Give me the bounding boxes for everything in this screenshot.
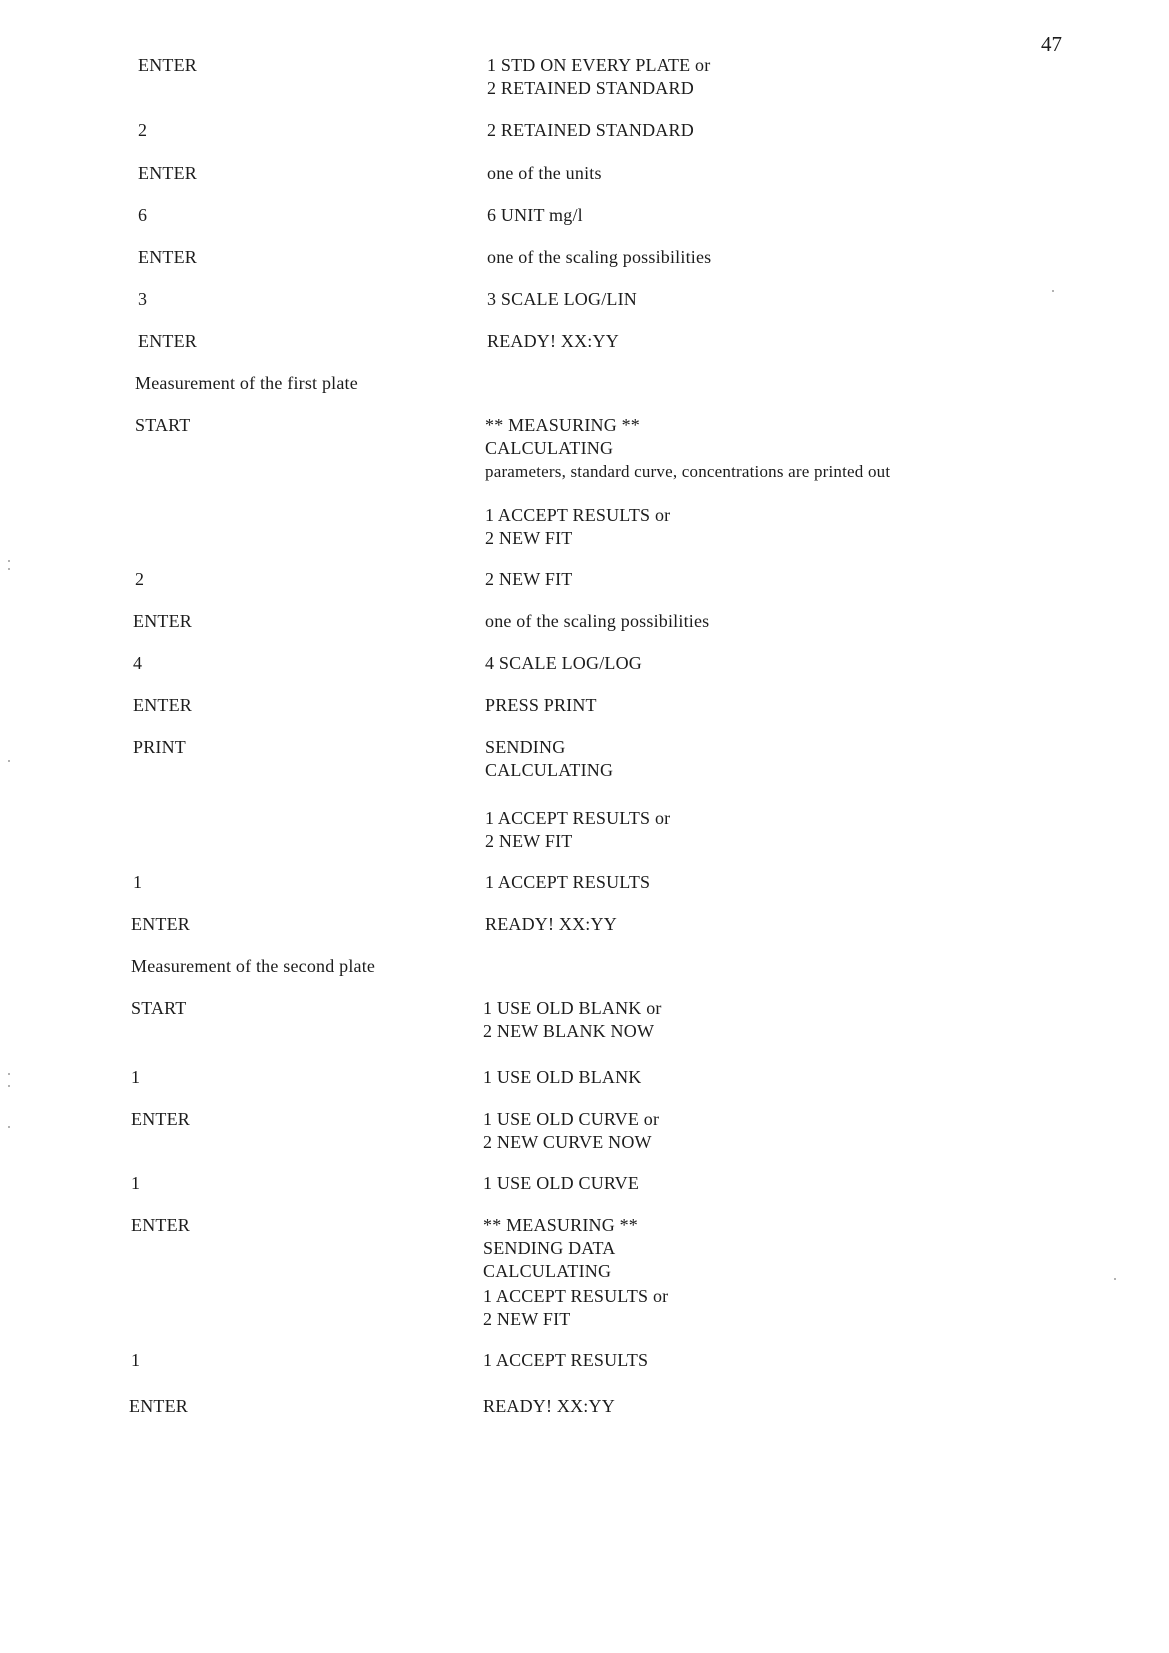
scan-speck <box>1114 1278 1116 1280</box>
key-label: 4 <box>133 653 143 673</box>
display-message: 1 ACCEPT RESULTS <box>485 872 651 892</box>
display-message: READY! XX:YY <box>487 331 619 351</box>
display-message: 2 NEW FIT <box>485 569 573 589</box>
display-message: CALCULATING <box>483 1261 612 1281</box>
scan-speck <box>8 1126 10 1128</box>
display-message: PRESS PRINT <box>485 695 597 715</box>
key-label: 6 <box>138 205 148 225</box>
key-label: ENTER <box>133 611 192 631</box>
display-message: parameters, standard curve, concentrations are printed out <box>485 462 891 481</box>
display-message: 1 USE OLD CURVE or <box>483 1109 660 1129</box>
scan-speck <box>8 760 10 762</box>
display-message: 2 NEW FIT <box>485 831 573 851</box>
key-label: 1 <box>131 1173 141 1193</box>
display-message: 2 NEW FIT <box>485 528 573 548</box>
display-message: 1 USE OLD BLANK <box>483 1067 642 1087</box>
display-message: 2 RETAINED STANDARD <box>487 120 694 140</box>
key-label: START <box>135 415 191 435</box>
key-label: ENTER <box>131 1215 190 1235</box>
key-label: ENTER <box>138 247 197 267</box>
display-message: 4 SCALE LOG/LOG <box>485 653 642 673</box>
display-message: one of the scaling possibilities <box>485 611 710 631</box>
scan-speck <box>8 568 10 570</box>
display-message: CALCULATING <box>485 438 614 458</box>
display-message: SENDING DATA <box>483 1238 616 1258</box>
display-message: SENDING <box>485 737 566 757</box>
key-label: PRINT <box>133 737 187 757</box>
display-message: 2 NEW CURVE NOW <box>483 1132 652 1152</box>
key-label: Measurement of the second plate <box>131 956 376 976</box>
display-message: 2 NEW BLANK NOW <box>483 1021 655 1041</box>
key-label: ENTER <box>138 55 197 75</box>
display-message: one of the scaling possibilities <box>487 247 712 267</box>
key-label: 1 <box>133 872 143 892</box>
display-message: READY! XX:YY <box>485 914 617 934</box>
key-label: 2 <box>138 120 148 140</box>
display-message: ** MEASURING ** <box>483 1215 639 1235</box>
display-message: ** MEASURING ** <box>485 415 641 435</box>
display-message: 1 ACCEPT RESULTS or <box>485 505 671 525</box>
display-message: 1 ACCEPT RESULTS or <box>485 808 671 828</box>
scan-speck <box>8 560 10 562</box>
display-message: 1 USE OLD CURVE <box>483 1173 640 1193</box>
display-message: 1 ACCEPT RESULTS or <box>483 1286 669 1306</box>
key-label: ENTER <box>138 331 197 351</box>
display-message: 2 RETAINED STANDARD <box>487 78 694 98</box>
display-message: 1 ACCEPT RESULTS <box>483 1350 649 1370</box>
display-message: 6 UNIT mg/l <box>487 205 583 225</box>
key-label: START <box>131 998 187 1018</box>
scan-speck <box>8 1073 10 1075</box>
display-message: 2 NEW FIT <box>483 1309 571 1329</box>
display-message: 1 STD ON EVERY PLATE or <box>487 55 711 75</box>
key-label: ENTER <box>129 1396 188 1416</box>
display-message: CALCULATING <box>485 760 614 780</box>
key-label: 1 <box>131 1350 141 1370</box>
display-message: 3 SCALE LOG/LIN <box>487 289 637 309</box>
key-label: 2 <box>135 569 145 589</box>
key-label: ENTER <box>131 1109 190 1129</box>
key-label: 1 <box>131 1067 141 1087</box>
key-label: ENTER <box>133 695 192 715</box>
key-label: ENTER <box>138 163 197 183</box>
key-label: ENTER <box>131 914 190 934</box>
display-message: 1 USE OLD BLANK or <box>483 998 662 1018</box>
display-message: one of the units <box>487 163 602 183</box>
key-label: 3 <box>138 289 148 309</box>
display-message: READY! XX:YY <box>483 1396 615 1416</box>
page-number: 47 <box>1041 32 1062 56</box>
key-label: Measurement of the first plate <box>135 373 358 393</box>
scan-speck <box>8 1085 10 1087</box>
scan-speck <box>1052 290 1054 292</box>
